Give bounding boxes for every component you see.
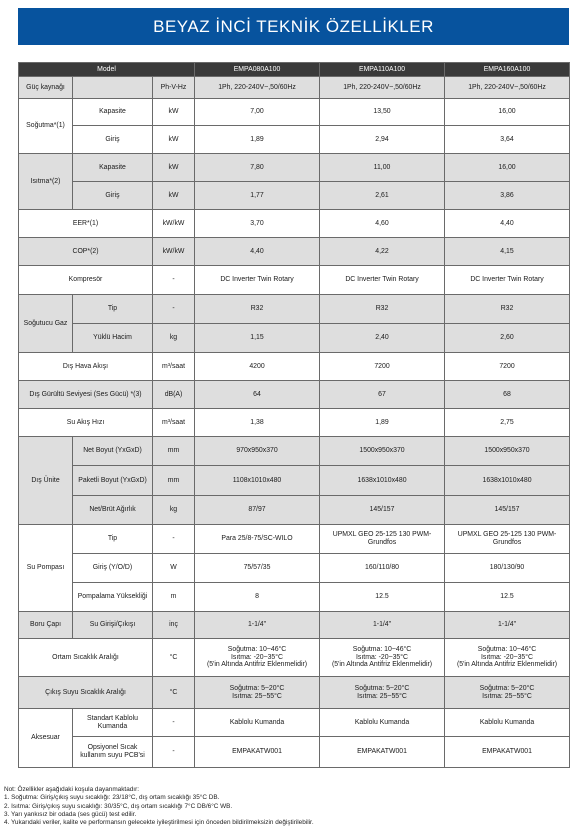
- row-label: EER*(1): [19, 210, 153, 238]
- value-cell: 3,86: [445, 182, 570, 210]
- value-cell: 7200: [320, 353, 445, 381]
- value-cell: 67: [320, 381, 445, 409]
- unit-cell: inç: [153, 612, 195, 639]
- value-cell: [445, 639, 570, 677]
- sub-label: Tip: [73, 295, 153, 324]
- heat-range: Isıtma: 25~55°C: [482, 692, 532, 700]
- value-cell: 7,80: [195, 154, 320, 182]
- value-cell: 3,64: [445, 126, 570, 154]
- sub-label: Kapasite: [73, 154, 153, 182]
- table-row: [19, 154, 570, 182]
- row-label: Dış Ünite: [19, 437, 73, 525]
- row-label: Dış Gürültü Seviyesi (Ses Gücü) *(3): [19, 381, 153, 409]
- table-row: [19, 238, 570, 266]
- table-row: [19, 612, 570, 639]
- value-cell: 4,60: [320, 210, 445, 238]
- value-cell: 16,00: [445, 154, 570, 182]
- sub-label: Yüklü Hacim: [73, 324, 153, 353]
- sub-label: Giriş (Y/O/D): [73, 554, 153, 583]
- cool-range: Soğutma: 5~20°C: [229, 684, 285, 692]
- row-label: Dış Hava Akışı: [19, 353, 153, 381]
- unit-cell: kW/kW: [153, 238, 195, 266]
- table-row: [19, 126, 570, 154]
- heat-range: Isıtma: -20~35°C: [356, 653, 408, 661]
- value-cell: 1,15: [195, 324, 320, 353]
- row-label: Güç kaynağı: [19, 77, 73, 99]
- cool-range: Soğutma: 10~46°C: [227, 645, 287, 653]
- footnotes: [4, 786, 579, 828]
- value-cell: 1108x1010x480: [195, 466, 320, 496]
- value-cell: DC Inverter Twin Rotary: [195, 266, 320, 295]
- value-cell: 4,15: [445, 238, 570, 266]
- unit-cell: °C: [153, 677, 195, 709]
- note-line: 2. Isıtma: Giriş/çıkış suyu sıcaklığı: 30/35°C, dış ortam sıcaklığı 7°C DB/6°C WB.: [4, 802, 233, 810]
- value-cell: 1638x1010x480: [320, 466, 445, 496]
- spec-table: [18, 62, 570, 768]
- table-row: [19, 409, 570, 437]
- value-cell: 2,94: [320, 126, 445, 154]
- row-label: Su Akış Hızı: [19, 409, 153, 437]
- value-cell: 64: [195, 381, 320, 409]
- value-cell: Para 25/8-75/SC-WILO: [195, 525, 320, 554]
- value-cell: DC Inverter Twin Rotary: [445, 266, 570, 295]
- sub-label: Tip: [73, 525, 153, 554]
- unit-cell: kW: [153, 99, 195, 126]
- value-cell: 1-1/4": [320, 612, 445, 639]
- cool-range: Soğutma: 10~46°C: [352, 645, 412, 653]
- table-row: [19, 353, 570, 381]
- table-row: [19, 525, 570, 554]
- heat-range: Isıtma: 25~55°C: [357, 692, 407, 700]
- table-row: [19, 496, 570, 525]
- unit-cell: m³/saat: [153, 353, 195, 381]
- sub-label: Su Girişi/Çıkışı: [73, 612, 153, 639]
- row-label: Isıtma*(2): [19, 154, 73, 210]
- cool-range: Soğutma: 5~20°C: [479, 684, 535, 692]
- unit-cell: m: [153, 583, 195, 612]
- unit-cell: kW: [153, 154, 195, 182]
- value-cell: R32: [445, 295, 570, 324]
- model-col-2: EMPA110A100: [320, 63, 445, 77]
- row-label: Su Pompası: [19, 525, 73, 612]
- value-cell: 180/130/90: [445, 554, 570, 583]
- value-cell: [445, 677, 570, 709]
- value-cell: EMPAKATW001: [195, 737, 320, 768]
- heat-range: Isıtma: -20~35°C: [481, 653, 533, 661]
- unit-cell: -: [153, 709, 195, 737]
- value-cell: 970x950x370: [195, 437, 320, 466]
- table-row: [19, 554, 570, 583]
- value-cell: 4,22: [320, 238, 445, 266]
- unit-cell: kg: [153, 324, 195, 353]
- value-cell: 1-1/4": [195, 612, 320, 639]
- value-cell: 68: [445, 381, 570, 409]
- value-cell: Kablolu Kumanda: [320, 709, 445, 737]
- unit-cell: kW: [153, 182, 195, 210]
- value-cell: 1,89: [320, 409, 445, 437]
- value-cell: 1500x950x370: [445, 437, 570, 466]
- value-cell: UPMXL GEO 25-125 130 PWM-Grundfos: [320, 525, 445, 554]
- unit-cell: W: [153, 554, 195, 583]
- value-cell: 1500x950x370: [320, 437, 445, 466]
- value-cell: [195, 639, 320, 677]
- value-cell: 2,75: [445, 409, 570, 437]
- sub-label: Standart Kablolu Kumanda: [73, 709, 153, 737]
- value-cell: Kablolu Kumanda: [445, 709, 570, 737]
- value-cell: EMPAKATW001: [445, 737, 570, 768]
- table-row: [19, 324, 570, 353]
- value-cell: 3,70: [195, 210, 320, 238]
- value-cell: 7,00: [195, 99, 320, 126]
- value-cell: 11,00: [320, 154, 445, 182]
- value-cell: 13,50: [320, 99, 445, 126]
- value-cell: EMPAKATW001: [320, 737, 445, 768]
- table-row: [19, 182, 570, 210]
- table-row: [19, 437, 570, 466]
- sub-label: Kapasite: [73, 99, 153, 126]
- table-row: [19, 210, 570, 238]
- range-note: (5'in Altında Antifriz Eklenmelidir): [206, 661, 308, 669]
- value-cell: 4,40: [195, 238, 320, 266]
- heat-range: Isıtma: -20~35°C: [231, 653, 283, 661]
- page-title: BEYAZ İNCİ TEKNİK ÖZELLİKLER: [18, 8, 569, 45]
- unit-cell: -: [153, 266, 195, 295]
- value-cell: 1,38: [195, 409, 320, 437]
- table-row: [19, 639, 570, 677]
- unit-cell: -: [153, 295, 195, 324]
- table-row: [19, 381, 570, 409]
- table-row: [19, 266, 570, 295]
- value-cell: 12.5: [320, 583, 445, 612]
- value-cell: 1638x1010x480: [445, 466, 570, 496]
- value-cell: 2,61: [320, 182, 445, 210]
- unit-cell: kW/kW: [153, 210, 195, 238]
- value-cell: DC Inverter Twin Rotary: [320, 266, 445, 295]
- unit-cell: kg: [153, 496, 195, 525]
- value-cell: R32: [320, 295, 445, 324]
- value-cell: 1-1/4": [445, 612, 570, 639]
- table-row: [19, 583, 570, 612]
- unit-cell: kW: [153, 126, 195, 154]
- row-label: Aksesuar: [19, 709, 73, 768]
- range-note: (5'in Altında Antifriz Eklenmelidir): [331, 661, 433, 669]
- table-row: [19, 737, 570, 768]
- row-label: Soğutma*(1): [19, 99, 73, 154]
- table-row: [19, 99, 570, 126]
- sub-label: Net Boyut (YxGxD): [73, 437, 153, 466]
- header-row: [19, 63, 570, 77]
- value-cell: 1Ph, 220-240V~,50/60Hz: [195, 77, 320, 99]
- range-note: (5'in Altında Antifriz Eklenmelidir): [456, 661, 558, 669]
- row-label: Soğutucu Gaz: [19, 295, 73, 353]
- sub-label: Opsiyonel Sıcak kullanım suyu PCB'si: [73, 737, 153, 768]
- note-line: 4. Yukarıdaki veriler, kalite ve performansın gelecekte iyileştirilmesi için önceden bildirilmeksizin değiştirilebilir.: [4, 819, 314, 827]
- unit-cell: °C: [153, 639, 195, 677]
- value-cell: 145/157: [320, 496, 445, 525]
- sub-label: Paketli Boyut (YxGxD): [73, 466, 153, 496]
- value-cell: 1Ph, 220-240V~,50/60Hz: [445, 77, 570, 99]
- note-line: Not: Özellikler aşağıdaki koşula dayanmaktadır:: [4, 786, 139, 793]
- value-cell: 1,77: [195, 182, 320, 210]
- model-header: Model: [19, 63, 195, 77]
- value-cell: 145/157: [445, 496, 570, 525]
- unit-cell: m³/saat: [153, 409, 195, 437]
- cool-range: Soğutma: 5~20°C: [354, 684, 410, 692]
- row-label: Ortam Sıcaklık Aralığı: [19, 639, 153, 677]
- sub-label: Net/Brüt Ağırlık: [73, 496, 153, 525]
- value-cell: 7200: [445, 353, 570, 381]
- value-cell: 1,89: [195, 126, 320, 154]
- value-cell: 12.5: [445, 583, 570, 612]
- value-cell: 16,00: [445, 99, 570, 126]
- sub-label: Giriş: [73, 126, 153, 154]
- sub-label: Pompalama Yüksekliği: [73, 583, 153, 612]
- heat-range: Isıtma: 25~55°C: [232, 692, 282, 700]
- model-col-1: EMPA080A100: [195, 63, 320, 77]
- unit-cell: -: [153, 525, 195, 554]
- row-label: Boru Çapı: [19, 612, 73, 639]
- table-row: [19, 677, 570, 709]
- table-row: [19, 77, 570, 99]
- note-line: 1. Soğutma: Giriş/çıkış suyu sıcaklığı: 23/18°C, dış ortam sıcaklığı 35°C DB.: [4, 794, 220, 802]
- note-line: 3. Yarı yankısız bir odada (ses gücü) test edilir.: [4, 810, 137, 818]
- table-row: [19, 466, 570, 496]
- value-cell: 2,40: [320, 324, 445, 353]
- value-cell: 4,40: [445, 210, 570, 238]
- value-cell: 160/110/80: [320, 554, 445, 583]
- row-label: Çıkış Suyu Sıcaklık Aralığı: [19, 677, 153, 709]
- value-cell: 2,60: [445, 324, 570, 353]
- value-cell: 1Ph, 220-240V~,50/60Hz: [320, 77, 445, 99]
- unit-cell: mm: [153, 466, 195, 496]
- value-cell: R32: [195, 295, 320, 324]
- unit-cell: -: [153, 737, 195, 768]
- value-cell: 87/97: [195, 496, 320, 525]
- unit-cell: Ph-V-Hz: [153, 77, 195, 99]
- table-row: [19, 295, 570, 324]
- model-col-3: EMPA160A100: [445, 63, 570, 77]
- sub-label: Giriş: [73, 182, 153, 210]
- table-row: [19, 709, 570, 737]
- value-cell: 75/57/35: [195, 554, 320, 583]
- value-cell: [320, 639, 445, 677]
- value-cell: [195, 677, 320, 709]
- value-cell: [320, 677, 445, 709]
- cool-range: Soğutma: 10~46°C: [477, 645, 537, 653]
- value-cell: 4200: [195, 353, 320, 381]
- unit-cell: dB(A): [153, 381, 195, 409]
- value-cell: 8: [195, 583, 320, 612]
- row-label: COP*(2): [19, 238, 153, 266]
- unit-cell: mm: [153, 437, 195, 466]
- row-label: Kompresör: [19, 266, 153, 295]
- value-cell: Kablolu Kumanda: [195, 709, 320, 737]
- value-cell: UPMXL GEO 25-125 130 PWM-Grundfos: [445, 525, 570, 554]
